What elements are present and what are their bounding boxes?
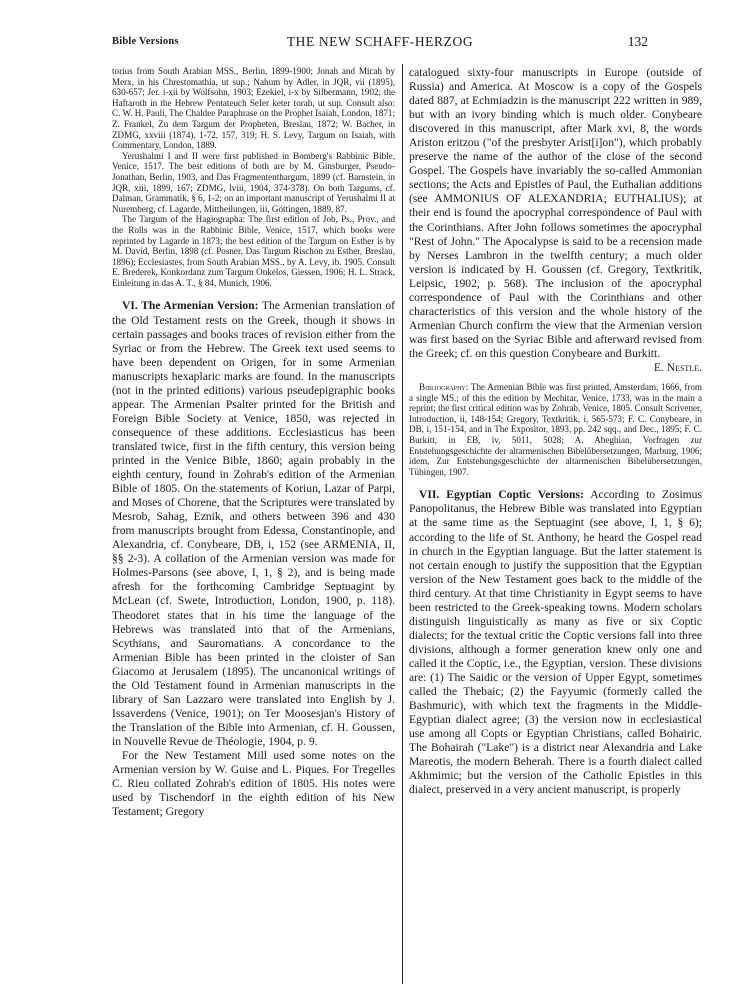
armenian-version-section bbox=[112, 299, 395, 749]
left-column bbox=[112, 66, 395, 986]
armenian-manuscripts-paragraph: catalogued sixty-four manuscripts in Europe (outside of Russia) and America. At Moscow is a copy of the Gospels dated 887, at Echmiadzin is the manuscript 222 written in 989, but with an ivory binding which is much older. Conybeare discovered in this manuscript, after Mark xvi, 8, the words Ariston eritzou ("of the presbyter Arist[i]on"), which probably preserve the name of the author of the close of the second Gospel. The Gospels have invariably the so-called Ammonian sections; the Acts and Epistles of Paul, the Euthalian additions (see AMMONIUS OF ALEXANDRIA; EUTHALIUS); at their end is found the apocryphal correspondence of Paul with the Corinthians. After John follows sometimes the apocryphal "Rest of John." The Apocalypse is said to be a recension made by Nerses Lambron in the twelfth century; a much older version is indicated by H. Goussen (cf. Gregory, Textkritik, Leipsic, 1902, p. 568). The inclusion of the apocryphal correspondence of Paul with the Corinthians and other characteristics of this version and the whole history of the Armenian Church confirm the view that the Armenian version was first based on the Syriac Bible and afterward revised from the Greek; cf. on this question Conybeare and Burkitt. bbox=[409, 66, 702, 360]
armenian-bibliography bbox=[409, 382, 702, 477]
new-testament-paragraph: For the New Testament Mill used some notes on the Armenian version by W. Guise and L. Piques. For Tregelles C. Rieu collated Zohrab's edition of 1805. His notes were used by Tischendorf in the eighth edition of his New Testament; Gregory bbox=[112, 748, 395, 819]
author-signature: E. Nestle. bbox=[653, 360, 702, 374]
section-heading-armenian: VI. The Armenian Version: bbox=[122, 299, 259, 313]
coptic-versions-section bbox=[409, 488, 702, 797]
hagiographa-bibliography: The Targum of the Hagiographa: The first edition of Job, Ps., Prov., and the Rolls was in the Rabbinic Bible, Venice, 1517, which books were reprinted by Lagarde in 1873; the best edition of the Targum on Esther is by M. David, Berlin, 1898 (cf. Posner, Das Targum Rischon zu Esther, Breslau, 1896); Ecclesiastes, from South Arabian MSS., by A. Levy, ib. 1905. Consult E. Brederek, Konkordanz zum Targum Onkelos, Giessen, 1906; H. L. Strack, Einleitung in das A. T., § 84, Munich, 1906. bbox=[112, 214, 395, 288]
armenian-version-text: The Armenian translation of the Old Testament rests on the Greek, though it shows in certain passages and books traces of revision either from the Syriac or from the Hebrew. The Greek text used seems to have been dependent on Origen, for in some Armenian manuscripts hexaplaric marks are found. In the manuscripts (not in the printed editions) various pseudepigraphic books appear. The Armenian Psalter printed for the British and Foreign Bible Society at Venice, 1850, was rejected in consequence of these additions. Ecclesiasticus has been translated twice, first in the fifth century, this version being printed in the Venice Bible, 1860; again probably in the eighth century, found in Zohrab's edition of the Armenian Bible of 1805. On the statements of Koriun, Lazar of Parpi, and Moses of Chorene, that the Scriptures were translated by Mesrob, Sahag, Eznik, and others between 396 and 430 from manuscripts brought from Edessa, Constantinople, and Alexandria, cf. Conybeare, DB, i, 152 (see ARMENIA, II, §§ 2-3). A collation of the Armenian version was made for Holmes-Parsons (see above, I, 1, § 2), and is being made afresh for the forthcoming Cambridge Septuagint by McLean (cf. Swete, Introduction, London, 1900, p. 118). Theodoret states that in his time the language of the Hebrews was translated into that of the Armenians, Scythians, and Sauromatians. A concordance to the Armenian Bible has been printed in the cloister of San Giacomo at Jerusalem (1895). The uncanonical writings of the Old Testament found in Armenian manuscripts in the library of San Lazzaro were translated into English by J. Issaverdens (Venice, 1901); on Ter Moosesjan's History of the Translation of the Bible into Armenian, cf. H. Goussen, in Nouvelle Revue de Théologie, 1904, p. 9. bbox=[112, 299, 395, 748]
bibliography-text: The Armenian Bible was first printed, Amsterdam, 1666, from a single MS.; of this the edition by Mechitar, Venice, 1733, was in the main a reprint; the first critical edition was by Zohrab, Venice, 1805. Consult Scrivener, Introduction, ii, 148-154; Gregory, Textkritik, i, 565-573; F. C. Conybeare, in DB, i, 151-154, and in The Expositor, 1893, pp. 242 sqq., and Dec., 1895; F. C. Burkitt, in EB, iv, 5011, 5028; A. Abeghian, Vorfragen zur Entstehungsgeschichte der altarmenischen Bibelübersetzungen, Marburg, 1906; idem, Zur Entstehungsgeschichte der altarmenischen Bibelübersetzungen, Tübingen, 1907. bbox=[409, 382, 702, 477]
bibliography-label: Bibliography: bbox=[419, 382, 469, 393]
section-heading-coptic: VII. Egyptian Coptic Versions: bbox=[419, 488, 584, 502]
header-book-title: THE NEW SCHAFF-HERZOG bbox=[286, 34, 474, 49]
column-divider bbox=[402, 64, 403, 984]
right-column bbox=[409, 66, 702, 986]
page-number: 132 bbox=[627, 34, 648, 49]
coptic-versions-text: According to Zosimus Panopolitanus, the Hebrew Bible was translated into Egyptian at the same time as the Septuagint (see above, I, 1, § 6); according to the life of St. Anthony, he heard the Gospel read in church in the Egyptian language. But the latter statement is not certain enough to justify the supposition that the Egyptian version of the New Testament goes back to the middle of the third century. At that time Christianity in Egypt seems to have been restricted to the Greek-speaking towns. Modern scholars distinguish linguistically as many as five or six Coptic dialects; for the textual critic the Coptic versions fall into three divisions, although a former generation knew only one and called it the Coptic, i.e., the Egyptian, version. These divisions are: (1) The Saidic or the version of Upper Egypt, sometimes called the Thebaic; (2) the Fayyumic (formerly called the Bashmuric), with which text the fragments in the Middle-Egyptian dialect agree; (3) the version now in ecclesiastical use among all Copts or Egyptian Christians, called Bohairic. The Bohairah ("Lake") is a district near Alexandria and Lake Mareotis, the modern Beherah. There is a fourth dialect called Akhmimic; but the version of the Catholic Epistles in this dialect, preserved in a very ancient manuscript, is properly bbox=[409, 488, 702, 797]
header-section-title: Bible Versions bbox=[112, 36, 179, 47]
targum-prophets-bibliography: torius from South Arabian MSS., Berlin, 1899-1900; Jonah and Micah by Merx, in his Chrestomathia, ut sup.; Nahum by Adler, in JQR, vii (1895), 630-657; Jer. i-xii by Wolfsohn, 1903; Ezekiel, i-x by Silbermann, 1902; the Haftaroth in the Hebrew Pentateuch Sefer keter torah, ut sup. Consult also: C. W. H. Pauli, The Chaldee Paraphrase on the Prophet Isaiah, London, 1871; Z. Frankel, Zu dem Targum der Propheten, Breslau, 1872; W. Bacher, in ZDMG, xxviii (1874), 1-72, 157, 319; H. S. Levy, Targum on Isaiah, with Commentary, London, 1889. bbox=[112, 66, 395, 151]
running-header bbox=[112, 34, 648, 52]
yerushalmi-bibliography: Yerushalmi I and II were first published in Bomberg's Rabbinic Bible, Venice, 1517. The best editions of both are by M. Ginsburger, Pseudo-Jonathan, Berlin, 1903, and Das Fragmententhargum, 1899 (cf. Barnstein, in JQR, xiii, 1899, 167; ZDMG, lviii, 1904, 374-378). On both Targums, cf. Dalman, Grammatik, § 6, 1-2; on an important manuscript of Yerushalmi II at Nuremberg, cf. Lagarde, Mittheilungen, iii, Göttingen, 1889, 87. bbox=[112, 150, 395, 214]
